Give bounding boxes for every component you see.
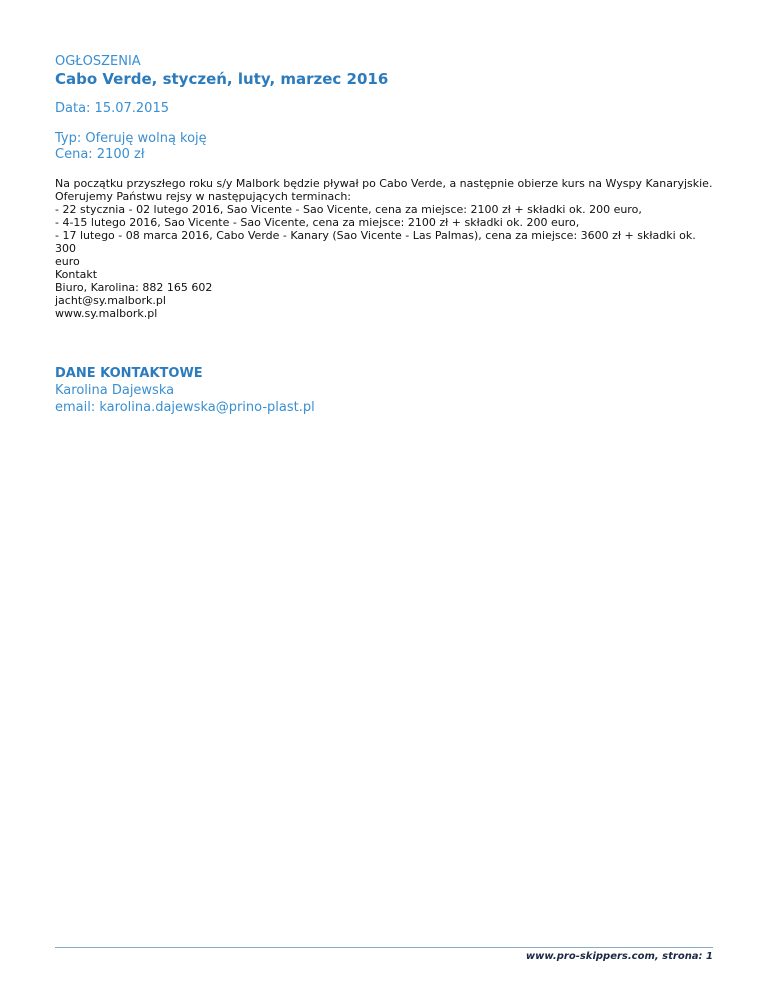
footer-page-info: www.pro-skippers.com, strona: 1 <box>525 951 713 962</box>
page-title: Cabo Verde, styczeń, luty, marzec 2016 <box>55 70 389 88</box>
description-line: euro <box>55 255 80 268</box>
description-line: www.sy.malbork.pl <box>55 307 158 320</box>
description-line: Oferujemy Państwu rejsy w następujących terminach: <box>55 190 352 203</box>
description-line: - 22 stycznia - 02 lutego 2016, Sao Vicente - Sao Vicente, cena za miejsce: 2100 zł + składki ok. 200 euro, <box>55 203 642 216</box>
contact-section <box>55 366 715 416</box>
description-line: - 17 lutego - 08 marca 2016, Cabo Verde - Kanary (Sao Vicente - Las Palmas), cena za miejsce: 3600 zł + składki ok. 300 <box>55 229 700 255</box>
contact-heading: DANE KONTAKTOWE <box>55 366 203 381</box>
footer-divider <box>55 947 713 948</box>
listing-type: Typ: Oferuję wolną koję <box>55 131 207 146</box>
contact-email: email: karolina.dajewska@prino-plast.pl <box>55 400 315 415</box>
section-label: OGŁOSZENIA <box>55 54 141 69</box>
contact-name: Karolina Dajewska <box>55 383 175 398</box>
description-line: jacht@sy.malbork.pl <box>55 294 166 307</box>
listing-description <box>55 177 715 320</box>
document-page <box>55 54 715 416</box>
description-line: Kontakt <box>55 268 98 281</box>
listing-meta <box>55 131 715 163</box>
description-line: Na początku przyszłego roku s/y Malbork będzie pływał po Cabo Verde, a następnie obierze kurs na Wyspy Kanaryjskie. <box>55 177 713 190</box>
description-line: Biuro, Karolina: 882 165 602 <box>55 281 213 294</box>
description-line: - 4-15 lutego 2016, Sao Vicente - Sao Vicente, cena za miejsce: 2100 zł + składki ok. 200 euro, <box>55 216 580 229</box>
listing-date: Data: 15.07.2015 <box>55 101 169 116</box>
listing-price: Cena: 2100 zł <box>55 147 145 162</box>
